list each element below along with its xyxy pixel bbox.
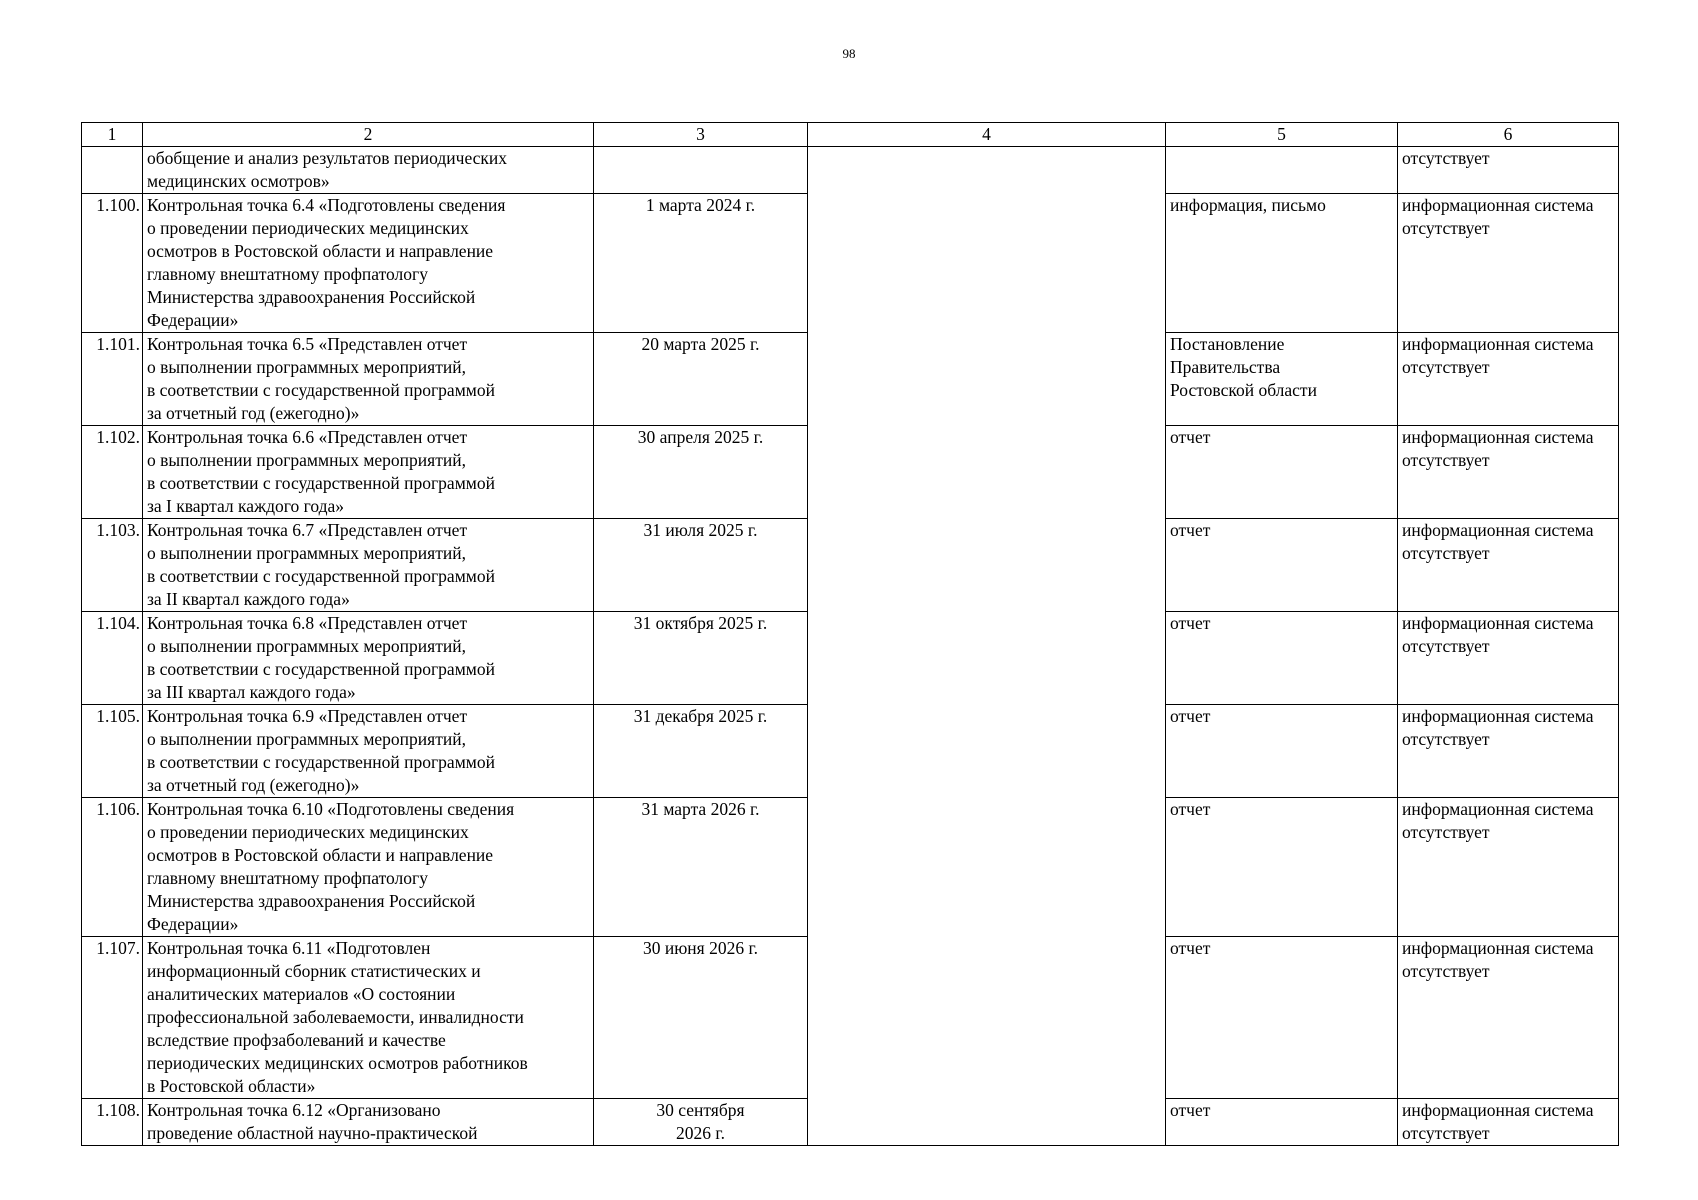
deadline-date bbox=[594, 798, 808, 937]
control-point-description bbox=[143, 333, 594, 426]
description-line: о выполнении программных мероприятий, bbox=[147, 357, 466, 377]
deadline-date bbox=[594, 705, 808, 798]
description-line: за отчетный год (ежегодно)» bbox=[147, 775, 360, 795]
system-line: отсутствует bbox=[1402, 357, 1490, 377]
system-line: информационная система bbox=[1402, 195, 1594, 215]
header-col-5: 5 bbox=[1166, 123, 1398, 147]
row-number: 1.107. bbox=[82, 937, 143, 1099]
date-line: 2026 г. bbox=[676, 1123, 725, 1143]
system-line: отсутствует bbox=[1402, 1123, 1490, 1143]
document-line: отчет bbox=[1170, 520, 1211, 540]
date-line: 30 сентября bbox=[656, 1100, 745, 1120]
description-line: о выполнении программных мероприятий, bbox=[147, 543, 466, 563]
date-line: 31 июля 2025 г. bbox=[643, 520, 758, 540]
document-type bbox=[1166, 798, 1398, 937]
row-number: 1.103. bbox=[82, 519, 143, 612]
description-line: в соответствии с государственной программой bbox=[147, 566, 495, 586]
deadline-date bbox=[594, 937, 808, 1099]
system-line: информационная система bbox=[1402, 427, 1594, 447]
information-system bbox=[1398, 1099, 1619, 1146]
document-type bbox=[1166, 519, 1398, 612]
header-col-2: 2 bbox=[143, 123, 594, 147]
information-system bbox=[1398, 194, 1619, 333]
document-line: отчет bbox=[1170, 613, 1211, 633]
document-line: отчет bbox=[1170, 706, 1211, 726]
continuation-description bbox=[143, 147, 594, 194]
description-line: Контрольная точка 6.10 «Подготовлены сведения bbox=[147, 799, 515, 819]
description-line: Контрольная точка 6.5 «Представлен отчет bbox=[147, 334, 468, 354]
document-type bbox=[1166, 705, 1398, 798]
description-line: Федерации» bbox=[147, 310, 239, 330]
information-system bbox=[1398, 333, 1619, 426]
description-line: о проведении периодических медицинских bbox=[147, 218, 469, 238]
control-point-description bbox=[143, 426, 594, 519]
document-type bbox=[1166, 612, 1398, 705]
row-number: 1.105. bbox=[82, 705, 143, 798]
description-line: о проведении периодических медицинских bbox=[147, 822, 469, 842]
document-type bbox=[1166, 937, 1398, 1099]
system-line: отсутствует bbox=[1402, 729, 1490, 749]
continuation-num bbox=[82, 147, 143, 194]
description-line: информационный сборник статистических и bbox=[147, 961, 481, 981]
document-line: Постановление bbox=[1170, 334, 1285, 354]
control-point-description bbox=[143, 798, 594, 937]
description-line: главному внештатному профпатологу bbox=[147, 264, 428, 284]
deadline-date bbox=[594, 426, 808, 519]
description-line: о выполнении программных мероприятий, bbox=[147, 636, 466, 656]
deadline-date bbox=[594, 194, 808, 333]
description-line: в Ростовской области» bbox=[147, 1076, 316, 1096]
row-number: 1.106. bbox=[82, 798, 143, 937]
description-line: Контрольная точка 6.9 «Представлен отчет bbox=[147, 706, 468, 726]
document-line: информация, письмо bbox=[1170, 195, 1326, 215]
description-line: аналитических материалов «О состоянии bbox=[147, 984, 456, 1004]
description-line: Министерства здравоохранения Российской bbox=[147, 891, 476, 911]
description-line: Контрольная точка 6.6 «Представлен отчет bbox=[147, 427, 468, 447]
date-line: 30 апреля 2025 г. bbox=[637, 427, 764, 447]
description-line: о выполнении программных мероприятий, bbox=[147, 450, 466, 470]
document-type bbox=[1166, 426, 1398, 519]
row-number: 1.102. bbox=[82, 426, 143, 519]
deadline-date bbox=[594, 333, 808, 426]
description-line: Контрольная точка 6.4 «Подготовлены сведения bbox=[147, 195, 506, 215]
system-line: отсутствует bbox=[1402, 218, 1490, 238]
document-line: отчет bbox=[1170, 938, 1211, 958]
description-line: Контрольная точка 6.8 «Представлен отчет bbox=[147, 613, 468, 633]
description-line: в соответствии с государственной программой bbox=[147, 752, 495, 772]
system-line: информационная система bbox=[1402, 799, 1594, 819]
description-line: за II квартал каждого года» bbox=[147, 589, 350, 609]
system-line: отсутствует bbox=[1402, 822, 1490, 842]
description-line: Министерства здравоохранения Российской bbox=[147, 287, 476, 307]
system-line: информационная система bbox=[1402, 334, 1594, 354]
document-type bbox=[1166, 333, 1398, 426]
system-line: отсутствует bbox=[1402, 450, 1490, 470]
row-number: 1.101. bbox=[82, 333, 143, 426]
control-points-table bbox=[81, 122, 1619, 1146]
date-line: 31 марта 2026 г. bbox=[641, 799, 760, 819]
continuation-line: медицинских осмотров» bbox=[147, 171, 330, 191]
description-line: за I квартал каждого года» bbox=[147, 496, 344, 516]
document-line: Правительства bbox=[1170, 357, 1281, 377]
continuation-line: обобщение и анализ результатов периодических bbox=[147, 148, 508, 168]
description-line: осмотров в Ростовской области и направление bbox=[147, 241, 494, 261]
document-type bbox=[1166, 1099, 1398, 1146]
document-line: отчет bbox=[1170, 427, 1211, 447]
system-line: информационная система bbox=[1402, 1100, 1594, 1120]
header-col-3: 3 bbox=[594, 123, 808, 147]
row-number: 1.100. bbox=[82, 194, 143, 333]
system-line: отсутствует bbox=[1402, 636, 1490, 656]
information-system bbox=[1398, 612, 1619, 705]
description-line: проведение областной научно-практической bbox=[147, 1123, 478, 1143]
row-number: 1.108. bbox=[82, 1099, 143, 1146]
date-line: 31 декабря 2025 г. bbox=[633, 706, 768, 726]
control-point-description bbox=[143, 705, 594, 798]
header-col-1: 1 bbox=[82, 123, 143, 147]
information-system bbox=[1398, 798, 1619, 937]
description-line: профессиональной заболеваемости, инвалидности bbox=[147, 1007, 524, 1027]
description-line: в соответствии с государственной программой bbox=[147, 473, 495, 493]
system-line: информационная система bbox=[1402, 706, 1594, 726]
date-line: 31 октября 2025 г. bbox=[633, 613, 768, 633]
document-type bbox=[1166, 194, 1398, 333]
header-col-6: 6 bbox=[1398, 123, 1619, 147]
responsible-merged-cell bbox=[808, 147, 1166, 1146]
page-number: 98 bbox=[842, 46, 856, 61]
system-line: информационная система bbox=[1402, 520, 1594, 540]
continuation-date bbox=[594, 147, 808, 194]
row-number: 1.104. bbox=[82, 612, 143, 705]
document-line: Ростовской области bbox=[1170, 380, 1317, 400]
deadline-date bbox=[594, 612, 808, 705]
date-line: 30 июня 2026 г. bbox=[642, 938, 759, 958]
description-line: осмотров в Ростовской области и направление bbox=[147, 845, 494, 865]
description-line: за отчетный год (ежегодно)» bbox=[147, 403, 360, 423]
control-point-description bbox=[143, 194, 594, 333]
information-system bbox=[1398, 705, 1619, 798]
description-line: Контрольная точка 6.11 «Подготовлен bbox=[147, 938, 431, 958]
deadline-date bbox=[594, 1099, 808, 1146]
continuation-row bbox=[82, 147, 1619, 194]
system-line: отсутствует bbox=[1402, 961, 1490, 981]
description-line: периодических медицинских осмотров работников bbox=[147, 1053, 528, 1073]
continuation-document bbox=[1166, 147, 1398, 194]
system-line: информационная система bbox=[1402, 613, 1594, 633]
header-col-4: 4 bbox=[808, 123, 1166, 147]
information-system bbox=[1398, 426, 1619, 519]
control-point-description bbox=[143, 519, 594, 612]
system-line: информационная система bbox=[1402, 938, 1594, 958]
deadline-date bbox=[594, 519, 808, 612]
document-line: отчет bbox=[1170, 1100, 1211, 1120]
control-point-description bbox=[143, 937, 594, 1099]
continuation-system: отсутствует bbox=[1398, 147, 1619, 194]
description-line: Контрольная точка 6.7 «Представлен отчет bbox=[147, 520, 468, 540]
header-row bbox=[82, 123, 1619, 147]
description-line: в соответствии с государственной программой bbox=[147, 659, 495, 679]
control-point-description bbox=[143, 1099, 594, 1146]
description-line: вследствие профзаболеваний и качестве bbox=[147, 1030, 446, 1050]
information-system bbox=[1398, 519, 1619, 612]
document-line: отчет bbox=[1170, 799, 1211, 819]
control-point-description bbox=[143, 612, 594, 705]
description-line: Федерации» bbox=[147, 914, 239, 934]
date-line: 1 марта 2024 г. bbox=[645, 195, 756, 215]
system-line: отсутствует bbox=[1402, 543, 1490, 563]
description-line: Контрольная точка 6.12 «Организовано bbox=[147, 1100, 441, 1120]
description-line: в соответствии с государственной программой bbox=[147, 380, 495, 400]
date-line: 20 марта 2025 г. bbox=[641, 334, 760, 354]
description-line: за III квартал каждого года» bbox=[147, 682, 356, 702]
description-line: о выполнении программных мероприятий, bbox=[147, 729, 466, 749]
description-line: главному внештатному профпатологу bbox=[147, 868, 428, 888]
information-system bbox=[1398, 937, 1619, 1099]
